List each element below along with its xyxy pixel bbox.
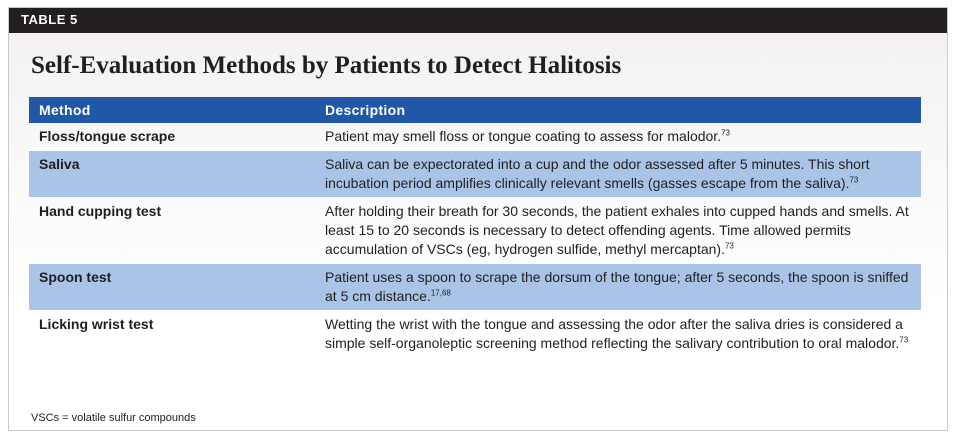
description-cell	[313, 198, 921, 264]
reference-number: 73	[724, 241, 734, 251]
method-cell: Saliva	[29, 151, 313, 198]
description-text: After holding their breath for 30 seconds, the patient exhales into cupped hands and smells. At least 15 to 20 seconds is necessary to detect offending agents. Time allowed permits accumulation of VSCs (eg, hydrogen sulfide, methyl mercaptan).	[325, 203, 909, 257]
description-text: Saliva can be expectorated into a cup and the odor assessed after 5 minutes. This short incubation period amplifies clinically relevant smells (gasses escape from the saliva).	[325, 156, 870, 191]
method-cell: Licking wrist test	[29, 311, 313, 358]
method-cell: Hand cupping test	[29, 198, 313, 264]
reference-number: 73	[849, 175, 859, 185]
description-cell	[313, 264, 921, 311]
description-cell	[313, 311, 921, 358]
description-text: Patient uses a spoon to scrape the dorsum of the tongue; after 5 seconds, the spoon is sniffed at 5 cm distance.	[325, 269, 909, 304]
table-label-bar	[9, 8, 947, 33]
reference-number: 73	[721, 128, 730, 138]
description-text: Patient may smell floss or tongue coating to assess for malodor.	[325, 128, 722, 144]
description-cell	[313, 123, 921, 151]
table-row	[29, 311, 921, 358]
table-row	[29, 198, 921, 264]
description-text: Wetting the wrist with the tongue and assessing the odor after the saliva dries is considered a simple self-organoleptic screening method reflecting the salivary contribution to oral malodor.	[325, 316, 903, 351]
column-header-method: Method	[29, 97, 313, 123]
table-header-row	[29, 97, 921, 123]
reference-number: 17,68	[430, 288, 451, 298]
table-card	[8, 7, 948, 431]
table-label: TABLE 5	[21, 12, 78, 27]
table-title: Self-Evaluation Methods by Patients to Detect Halitosis	[31, 52, 622, 79]
method-cell: Floss/tongue scrape	[29, 123, 313, 151]
method-cell: Spoon test	[29, 264, 313, 311]
column-header-description: Description	[313, 97, 921, 123]
description-cell	[313, 151, 921, 198]
reference-number: 73	[899, 335, 909, 345]
table-row	[29, 264, 921, 311]
footnote: VSCs = volatile sulfur compounds	[31, 412, 196, 424]
methods-table	[29, 97, 921, 358]
table-row	[29, 151, 921, 198]
table-row	[29, 123, 921, 151]
